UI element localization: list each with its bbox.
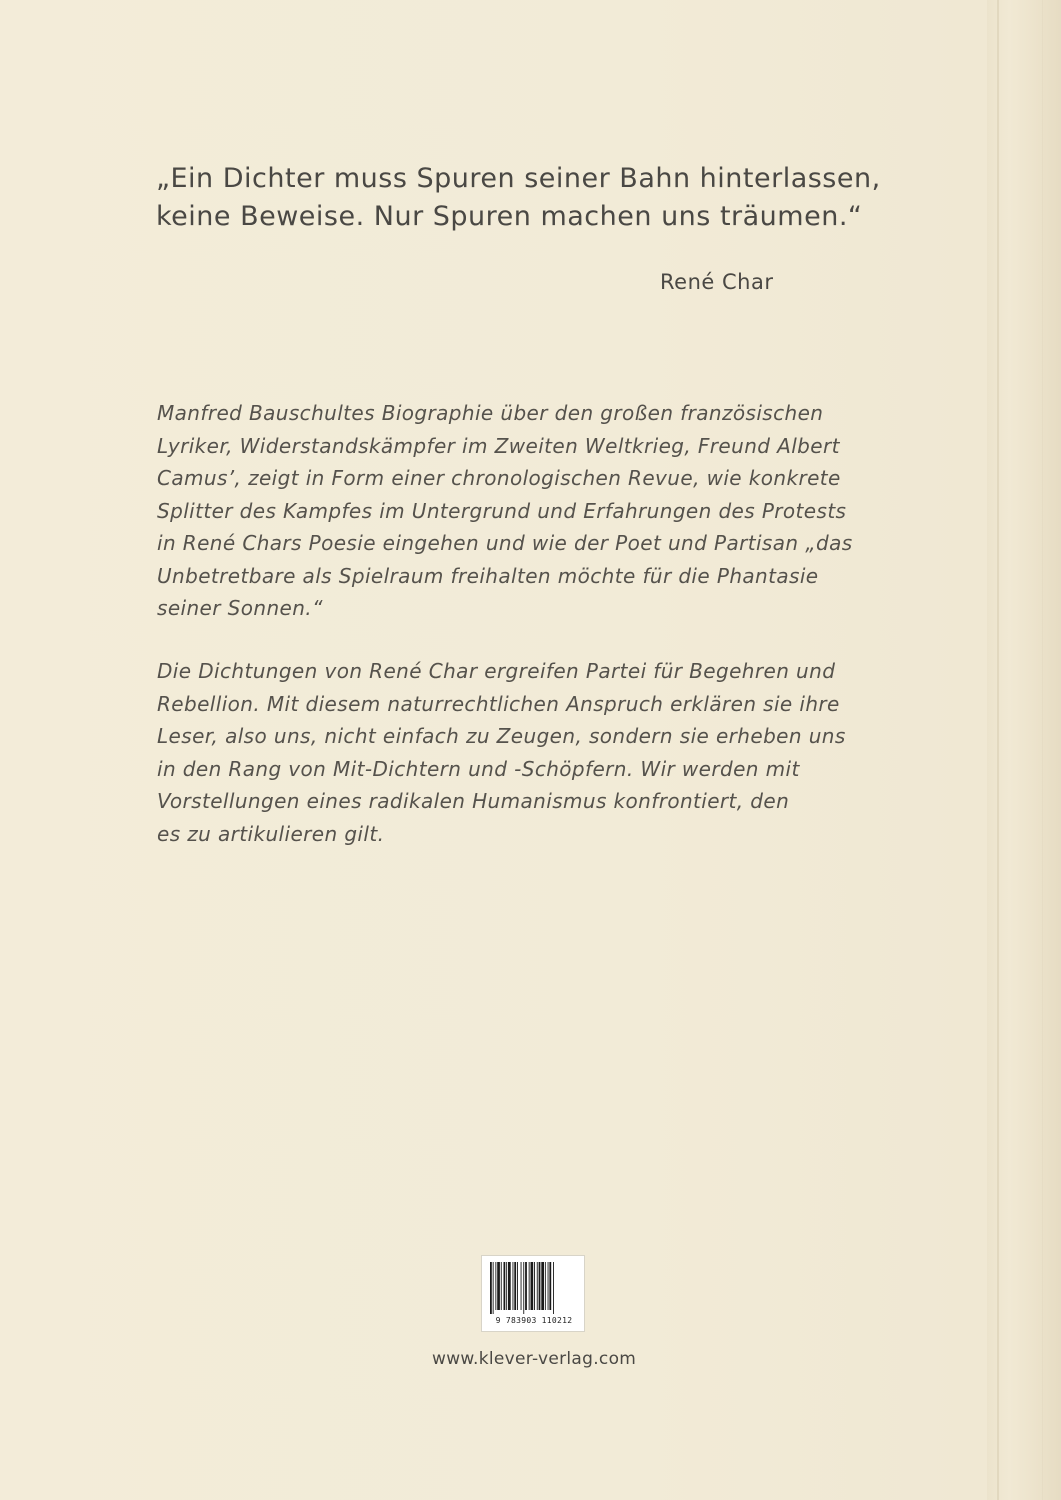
quote-line: keine Beweise. Nur Spuren machen uns träumen.“ bbox=[156, 201, 863, 232]
quote-line: „Ein Dichter muss Spuren seiner Bahn hinterlassen, bbox=[156, 163, 881, 194]
text-line: Splitter des Kampfes im Untergrund und Erfahrungen des Protests bbox=[157, 498, 847, 523]
publisher-website: www.klever-verlag.com bbox=[432, 1349, 637, 1369]
spine-crease bbox=[997, 0, 999, 1500]
barcode-bar bbox=[523, 1262, 524, 1314]
barcode-bar bbox=[553, 1262, 554, 1314]
barcode-bar bbox=[493, 1262, 494, 1314]
barcode-bars bbox=[488, 1262, 580, 1314]
text-line: Die Dichtungen von René Char ergreifen Partei für Begehren und bbox=[157, 659, 836, 683]
text-line: seiner Sonnen.“ bbox=[157, 596, 323, 620]
barcode-bar bbox=[504, 1262, 506, 1310]
quote-author: René Char bbox=[660, 270, 774, 294]
barcode-bar bbox=[541, 1262, 544, 1310]
barcode-bar bbox=[514, 1262, 516, 1310]
barcode-digits: 9 783903 110212 bbox=[495, 1316, 573, 1325]
barcode-bar bbox=[534, 1262, 535, 1310]
text-line: in René Chars Poesie eingehen und wie der Poet und Partisan „das bbox=[157, 531, 853, 555]
isbn-barcode bbox=[481, 1255, 585, 1332]
barcode-bar bbox=[501, 1262, 502, 1310]
barcode-bar bbox=[497, 1262, 500, 1310]
barcode-bar bbox=[549, 1262, 551, 1310]
barcode-bar bbox=[539, 1262, 541, 1310]
barcode-bar bbox=[531, 1262, 534, 1310]
text-line: in den Rang von Mit-Dichtern und -Schöpfern. Wir werden mit bbox=[157, 756, 800, 781]
description-paragraph-1 bbox=[157, 397, 897, 625]
description-paragraph-2 bbox=[157, 655, 897, 850]
barcode-bar bbox=[525, 1262, 527, 1310]
text-line: Unbetretbare als Spielraum freihalten möchte für die Phantasie bbox=[157, 563, 819, 588]
epigraph-quote bbox=[156, 160, 881, 236]
barcode-bar bbox=[517, 1262, 518, 1310]
text-line: Leser, also uns, nicht einfach zu Zeugen, sondern sie erheben uns bbox=[157, 724, 846, 748]
barcode-bar bbox=[537, 1262, 538, 1310]
barcode-bar bbox=[508, 1262, 511, 1310]
barcode-bar bbox=[529, 1262, 530, 1310]
barcode-bar bbox=[548, 1262, 549, 1310]
barcode-bar bbox=[521, 1262, 522, 1310]
text-line: Manfred Bauschultes Biographie über den großen französischen bbox=[157, 401, 824, 425]
barcode-bar bbox=[490, 1262, 492, 1314]
barcode-bar bbox=[545, 1262, 546, 1310]
text-line: Camus’, zeigt in Form einer chronologischen Revue, wie konkrete bbox=[157, 466, 841, 490]
text-line: es zu artikulieren gilt. bbox=[157, 821, 385, 846]
barcode-bar bbox=[506, 1262, 507, 1310]
spine-crease-outer bbox=[1042, 0, 1043, 1500]
text-line: Rebellion. Mit diesem naturrechtlichen Anspruch erklären sie ihre bbox=[157, 691, 840, 716]
text-line: Vorstellungen eines radikalen Humanismus konfrontiert, den bbox=[157, 789, 790, 813]
barcode-bar bbox=[513, 1262, 514, 1310]
barcode-bar bbox=[495, 1262, 496, 1310]
text-line: Lyriker, Widerstandskämpfer im Zweiten Weltkrieg, Freund Albert bbox=[157, 433, 840, 458]
